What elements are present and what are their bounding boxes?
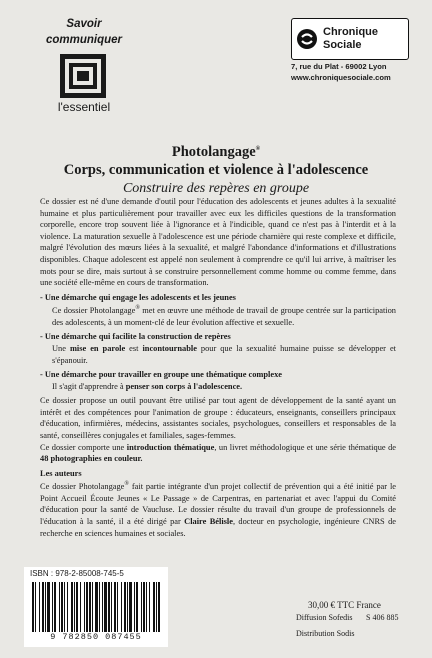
contents-paragraph: Ce dossier comporte une introduction thématique, un livret méthodologique et une série thématique de 48 photographies en couleur. bbox=[40, 442, 397, 464]
series-title-line1: Savoir bbox=[66, 18, 102, 30]
distribution-line-1: Diffusion Sofedis bbox=[296, 613, 353, 622]
publisher-name-line2: Sociale bbox=[323, 39, 362, 51]
authors-paragraph: Ce dossier Photolangage® fait partie intégrante d'un projet collectif de prévention qui a été initié par le Point Accueil Écoute Jeunes « Le Passage » de Carpentras, en partenariat et avec l'appui du Comité d'éducation pour la santé de Vaucluse. Le dossier résulte du travail d'un groupe de professionnels de l'éducation à la santé, il a été dirigé par Claire Bélisle, docteur en psychologie, ingénieure CNRS de recherche en sciences humaines et sociales. bbox=[40, 481, 396, 538]
bullet-1-text: Ce dossier Photolangage® met en œuvre une méthode de travail de groupe centrée sur la participation des adolescents, à un moment-clé de leur évolution affective et sexuelle. bbox=[52, 305, 396, 327]
bullet-2-title: - Une démarche qui facilite la construction de repères bbox=[40, 332, 231, 342]
publisher-logo bbox=[291, 18, 409, 60]
series-logo-icon bbox=[60, 54, 106, 98]
book-heading bbox=[0, 140, 432, 199]
distribution-line-2: Distribution Sodis bbox=[296, 629, 355, 638]
publisher-address-block bbox=[291, 61, 421, 83]
bullet-3-title: - Une démarche pour travailler en groupe une thématique complexe bbox=[40, 370, 282, 380]
price: 30,00 € TTC France bbox=[308, 600, 381, 610]
authors-heading: Les auteurs bbox=[40, 468, 82, 478]
book-title: Corps, communication et violence à l'adolescence bbox=[63, 161, 369, 178]
publisher-website: www.chroniquesociale.com bbox=[291, 73, 391, 82]
barcode-icon bbox=[30, 582, 162, 632]
isbn-label: ISBN : 978-2-85008-745-5 bbox=[30, 569, 124, 578]
series-title-line2: communiquer bbox=[45, 34, 123, 46]
bullet-3-text: Il s'agit d'apprendre à penser son corps à l'adolescence. bbox=[52, 381, 243, 391]
publisher-name-line1: Chronique bbox=[323, 26, 378, 38]
back-cover-text bbox=[40, 196, 396, 539]
intro-paragraph: Ce dossier est né d'une demande d'outil pour l'éducation des adolescents et jeunes adultes à la sexualité humaine et plus particulièrement pour travailler avec eux les difficiles questions de la transformation corporelle, encore trop souvent liée à l'ignorance et à l'indicible, quand ce n'est pas à l'interdit et à la violence. La maturation sexuelle à l'adolescence est une période charnière qui reste complexe et difficile, malgré l'évolution des mœurs liées à la sexualité, et malgré l'abondance d'informations et d'illustrations disponibles. Chaque adolescent est appelé non seulement à comprendre ce qu'il lui arrive, à maîtriser les mots pour se dire, mais surtout à se construire personnellement comme homme ou comme femme, dans une société elle-même en cours de transformation. bbox=[40, 197, 396, 288]
series-title bbox=[34, 16, 134, 48]
book-subtitle: Construire des repères en groupe bbox=[122, 180, 310, 196]
reference-code: S 406 885 bbox=[366, 613, 399, 622]
audience-paragraph: Ce dossier propose un outil pouvant être utilisé par tout agent de développement de la santé ayant un intérêt et des compétences pour l'animation de groupe : éducateurs, enseignants, conseillers principaux d'éducation, infirmières, médecins, assistantes sociales, psychologues, conseillers et responsables de la santé, conseillères conjugales et familiales, sages-femmes. bbox=[40, 396, 396, 441]
bullet-2-text: Une mise en parole est incontournable pour que la sexualité humaine puisse se développer et s'épanouir. bbox=[52, 343, 396, 365]
publisher-logo-icon bbox=[296, 28, 318, 50]
series-subtitle: l'essentiel bbox=[57, 100, 111, 114]
ean-number: 9 782850 087455 bbox=[50, 632, 142, 642]
publisher-address: 7, rue du Plat - 69002 Lyon bbox=[291, 62, 387, 71]
bullet-1-title: - Une démarche qui engage les adolescents et les jeunes bbox=[40, 292, 236, 302]
book-title-brand: Photolangage® bbox=[171, 143, 261, 160]
